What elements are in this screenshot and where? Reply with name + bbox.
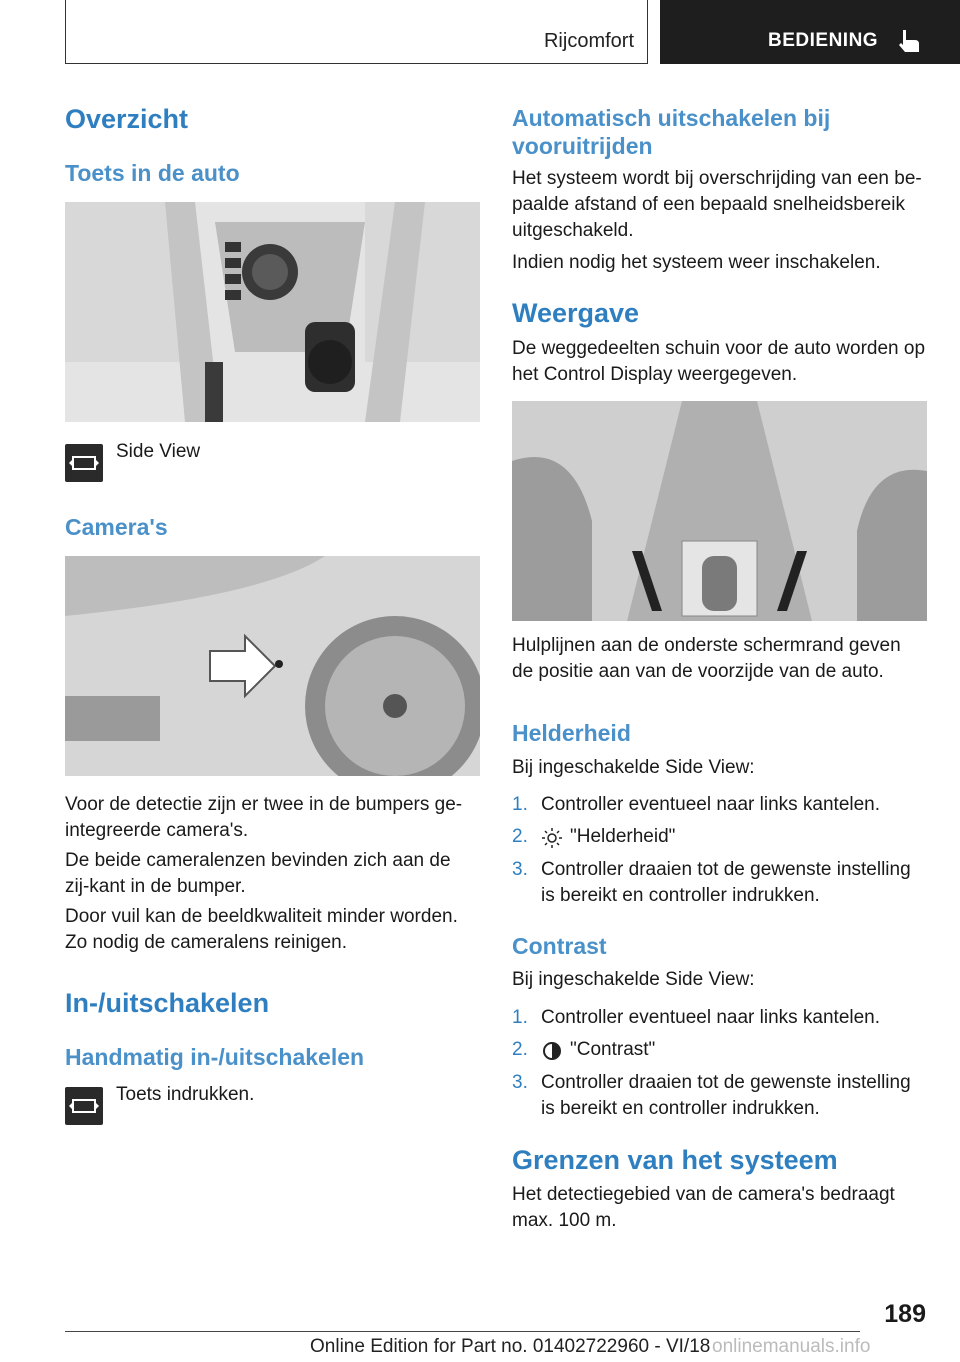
helderheid-step-3-num: 3. — [512, 859, 528, 880]
console-buttons-image — [65, 202, 480, 422]
header-tab-label: BEDIENING — [768, 30, 879, 51]
helderheid-step-2-num: 2. — [512, 826, 528, 847]
paragraph-cameras-3: Door vuil kan de beeldkwaliteit minder worden. Zo nodig de cameralens reinigen. — [65, 906, 458, 953]
paragraph-weergave: De weggedeelten schuin voor de auto worden op het Control Display weergegeven. — [512, 338, 926, 385]
contrast-step-3-num: 3. — [512, 1072, 528, 1093]
heading-grenzen: Grenzen van het systeem — [512, 1145, 838, 1175]
paragraph-hulplijnen: Hulplijnen aan de onderste schermrand geven de positie aan van de voorzijde van de auto. — [512, 635, 901, 682]
front-bumper-camera-image — [65, 556, 480, 776]
heading-weergave: Weergave — [512, 298, 640, 328]
contrast-step-2-num: 2. — [512, 1039, 528, 1060]
heading-in-uitschakelen: In-/uitschakelen — [65, 988, 270, 1018]
helderheid-step-1: Controller eventueel naar links kantelen. — [541, 794, 881, 815]
paragraph-grenzen: Het detectiegebied van de camera's bedraagt max. 100 m. — [512, 1184, 895, 1231]
helderheid-step-1-num: 1. — [512, 794, 528, 815]
heading-toets-in-de-auto: Toets in de auto — [65, 160, 240, 186]
heading-automatisch: Automatisch uitschakelen bij vooruitrijden — [512, 105, 831, 159]
helderheid-step-2: "Helderheid" — [570, 826, 676, 847]
paragraph-auto-1: Het systeem wordt bij overschrijding van een be-paalde afstand of een bepaald snelheidsbereik uitgeschakeld. — [512, 168, 922, 241]
brightness-icon — [542, 828, 562, 848]
side-view-button-icon — [65, 444, 103, 482]
contrast-icon — [542, 1041, 562, 1061]
contrast-step-1-num: 1. — [512, 1007, 528, 1028]
contrast-step-3: Controller draaien tot de gewenste instelling is bereikt en controller indrukken. — [541, 1072, 911, 1119]
heading-overzicht: Overzicht — [65, 104, 189, 134]
helderheid-step-3: Controller draaien tot de gewenste instelling is bereikt en controller indrukken. — [541, 859, 911, 906]
page-number: 189 — [884, 1300, 926, 1328]
side-view-label: Side View — [116, 441, 201, 462]
paragraph-contrast: Bij ingeschakelde Side View: — [512, 969, 755, 990]
footer-edition: Online Edition for Part no. 01402722960 - VI/18 — [310, 1336, 711, 1357]
heading-cameras: Camera's — [65, 514, 168, 540]
contrast-step-2: "Contrast" — [570, 1039, 656, 1060]
footer-brand: onlinemanuals.info — [712, 1336, 871, 1357]
pointing-hand-icon — [893, 26, 923, 56]
heading-helderheid: Helderheid — [512, 720, 631, 746]
heading-contrast: Contrast — [512, 933, 607, 959]
paragraph-cameras-2: De beide cameralenzen bevinden zich aan de zij-kant in de bumper. — [65, 850, 451, 897]
paragraph-cameras-1: Voor de detectie zijn er twee in de bumpers ge-integreerde camera's. — [65, 794, 463, 841]
toets-indrukken-label: Toets indrukken. — [116, 1084, 255, 1105]
paragraph-auto-2: Indien nodig het systeem weer inschakelen. — [512, 252, 881, 273]
heading-handmatig: Handmatig in-/uitschakelen — [65, 1044, 365, 1070]
header-section-title: Rijcomfort — [543, 30, 634, 52]
footer-divider — [65, 1331, 860, 1332]
paragraph-helderheid: Bij ingeschakelde Side View: — [512, 757, 755, 778]
control-display-image — [512, 401, 927, 621]
contrast-step-1: Controller eventueel naar links kantelen. — [541, 1007, 881, 1028]
side-view-button-icon-2 — [65, 1087, 103, 1125]
